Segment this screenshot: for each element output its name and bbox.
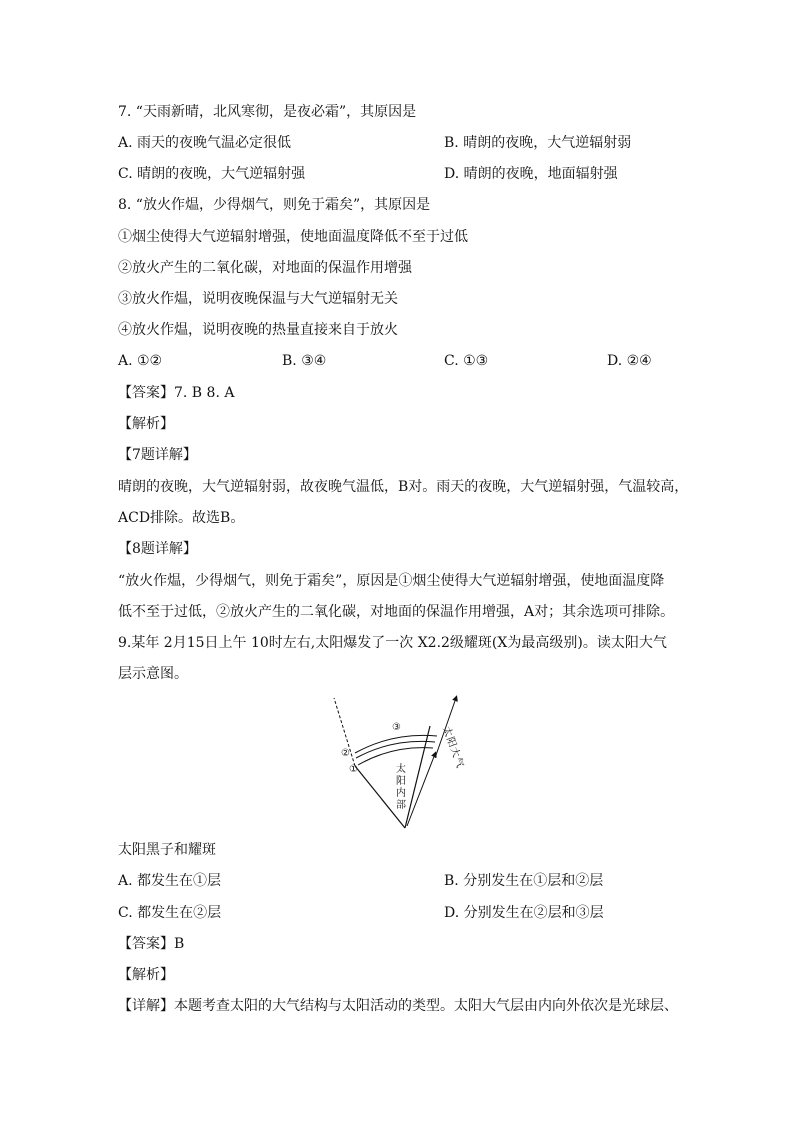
analysis-9-label: 【解析】 (118, 967, 174, 983)
label-layer-2: ② (341, 748, 350, 759)
q9-stem-line-2: 层示意图。 (118, 666, 188, 682)
atmosphere-char-2: 阳 (443, 735, 458, 749)
label-layer-3: ③ (392, 722, 401, 733)
q7-option-a: A. 雨天的夜晚气温必定很低 (118, 135, 292, 151)
q7-option-d: D. 晴朗的夜晚，地面辐射强 (444, 166, 618, 182)
answer-9: 【答案】B (118, 936, 185, 952)
interior-char-2: 阳 (396, 776, 406, 787)
q8-option-b: B. ③④ (282, 353, 327, 369)
detail-7-line-2: ACD排除。故选B。 (118, 510, 245, 526)
atmosphere-char-1: 太 (440, 725, 454, 739)
interior-char-1: 太 (396, 764, 406, 775)
detail-8-line-2: 低不至于过低，②放火产生的二氧化碳，对地面的保温作用增强，A对；其余选项可排除。 (118, 604, 675, 620)
answer-7-8: 【答案】7. B 8. A (118, 385, 235, 401)
q8-statement-1: ①烟尘使得大气逆辐射增强，使地面温度降低不至于过低 (118, 229, 468, 245)
q8-option-a: A. ①② (118, 353, 163, 369)
q8-option-c: C. ①③ (444, 353, 489, 369)
q9-option-d: D. 分别发生在②层和③层 (444, 905, 604, 921)
q9-stem-line-1: 9.某年 2月15日上午 10时左右,太阳爆发了一次 X2.2级耀斑(X为最高级别)。读太阳大气 (118, 635, 667, 651)
analysis-label: 【解析】 (118, 416, 174, 432)
label-layer-1: ① (349, 764, 358, 775)
q7-stem: 7. “天雨新晴，北风寒彻，是夜必霜”，其原因是 (118, 104, 417, 120)
interior-char-3: 内 (396, 788, 406, 799)
atmosphere-char-3: 大 (447, 745, 462, 760)
q9-option-b: B. 分别发生在①层和②层 (444, 873, 604, 889)
solar-atmosphere-diagram (325, 688, 465, 833)
detail-8-label: 【8题详解】 (118, 541, 197, 557)
detail-7-line-1: 晴朗的夜晚，大气逆辐射弱，故夜晚气温低，B对。雨天的夜晚，大气逆辐射强，气温较高， (118, 479, 689, 495)
q9-option-c: C. 都发生在②层 (118, 905, 222, 921)
q8-stem: 8. “放火作煴，少得烟气，则免于霜矣”，其原因是 (118, 197, 431, 213)
atmosphere-char-4: 气 (451, 756, 465, 770)
q7-option-c: C. 晴朗的夜晚，大气逆辐射强 (118, 166, 306, 182)
detail-8-line-1: “放火作煴，少得烟气，则免于霜矣”，原因是①烟尘使得大气逆辐射增强，使地面温度降 (118, 573, 665, 589)
q8-statement-4: ④放火作煴，说明夜晚的热量直接来自于放火 (118, 322, 398, 338)
q9-option-a: A. 都发生在①层 (118, 873, 222, 889)
q7-option-b: B. 晴朗的夜晚，大气逆辐射弱 (444, 135, 632, 151)
q8-statement-2: ②放火产生的二氧化碳，对地面的保温作用增强 (118, 260, 412, 276)
q9-sub-stem: 太阳黑子和耀斑 (118, 842, 216, 858)
q8-option-d: D. ②④ (607, 353, 652, 369)
detail-7-label: 【7题详解】 (118, 447, 197, 463)
arc-inner (358, 748, 433, 765)
detail-9-line: 【详解】本题考查太阳的大气结构与太阳活动的类型。太阳大气层由内向外依次是光球层、 (118, 998, 678, 1014)
interior-char-4: 部 (396, 800, 406, 811)
q8-statement-3: ③放火作煴，说明夜晚保温与大气逆辐射无关 (118, 291, 398, 307)
